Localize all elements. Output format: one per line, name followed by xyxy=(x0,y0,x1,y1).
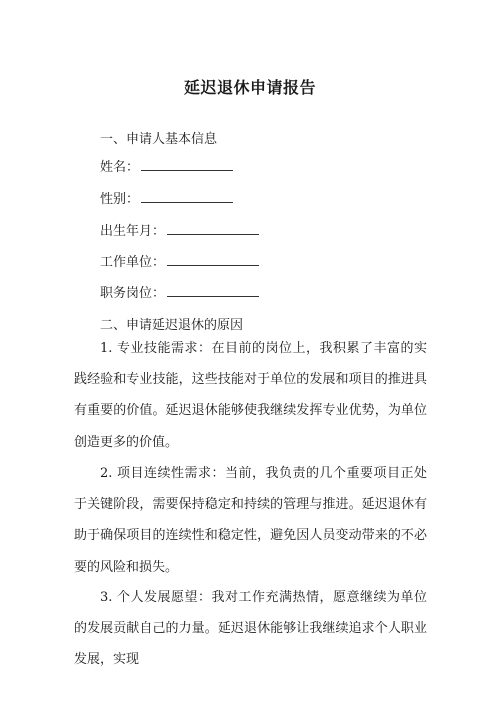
field-position xyxy=(100,282,259,301)
field-label: 工作单位： xyxy=(100,255,166,270)
field-work-unit xyxy=(100,251,259,270)
field-birth-date xyxy=(100,220,259,239)
section-heading-reasons: 二、申请延迟退休的原因 xyxy=(100,318,244,333)
field-label: 职务岗位： xyxy=(100,286,166,301)
field-blank-line xyxy=(141,158,233,171)
field-blank-line xyxy=(141,190,233,203)
reason-paragraph-1: 1. 专业技能需求：在目前的岗位上，我积累了丰富的实践经验和专业技能，这些技能对于单位的发展和项目的推进具有重要的价值。延迟退休能够使我继续发挥专业优势，为单位创造更多的价值。 xyxy=(74,341,427,450)
reason-paragraph-3: 3. 个人发展愿望：我对工作充满热情，愿意继续为单位的发展贡献自己的力量。延迟退休能够让我继续追求个人职业发展，实现 xyxy=(74,590,427,668)
section-heading-basic-info: 一、申请人基本信息 xyxy=(100,132,218,147)
field-label: 出生年月： xyxy=(100,224,166,239)
field-blank-line xyxy=(167,253,259,266)
field-blank-line xyxy=(167,222,259,235)
field-gender xyxy=(100,188,233,207)
field-label: 姓名： xyxy=(100,160,140,175)
field-label: 性别： xyxy=(100,192,140,207)
document-title: 延迟退休申请报告 xyxy=(183,78,316,97)
reason-paragraph-2: 2. 项目连续性需求：当前，我负责的几个重要项目正处于关键阶段，需要保持稳定和持续的管理与推进。延迟退休有助于确保项目的连续性和稳定性，避免因人员变动带来的不必要的风险和损失。 xyxy=(74,466,427,575)
field-blank-line xyxy=(167,284,259,297)
field-name xyxy=(100,156,233,175)
